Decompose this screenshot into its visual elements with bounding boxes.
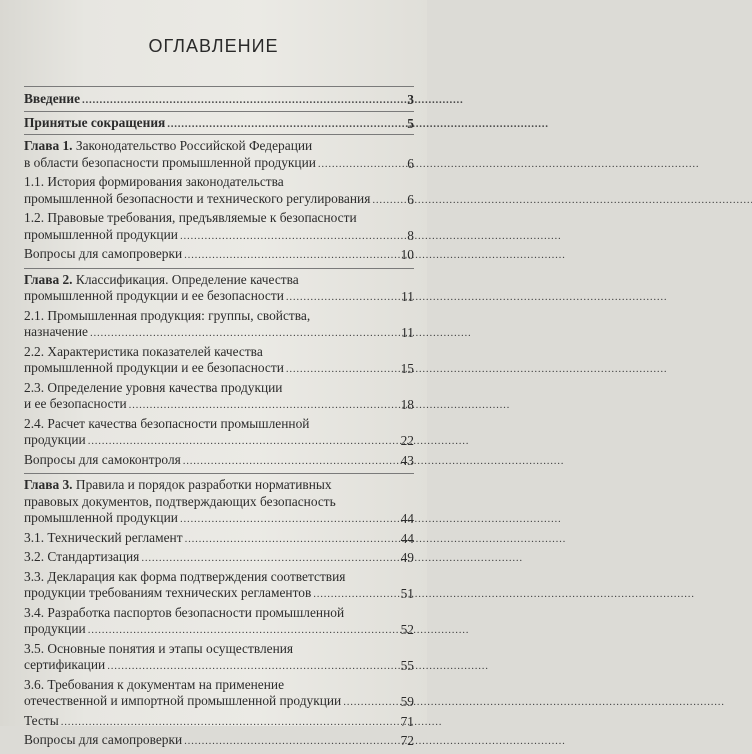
toc-entry-section	[24, 641, 414, 675]
toc-entry-text	[24, 246, 182, 263]
toc-entry-text	[24, 324, 88, 341]
toc-entry-line	[24, 246, 392, 264]
toc-entry-intro	[24, 91, 414, 109]
toc-page-number: 71	[400, 713, 414, 729]
leader-dots	[286, 288, 666, 306]
toc-entry-line	[24, 344, 392, 361]
toc-entry-line	[24, 191, 392, 209]
toc-entry-label: 2.3. Определение уровня качества продукции	[24, 379, 283, 395]
toc-entry-line	[24, 308, 392, 325]
toc-entry-line	[24, 585, 392, 603]
toc-entry-text	[24, 549, 139, 566]
toc-entry-text	[24, 713, 59, 730]
divider	[24, 473, 414, 474]
divider	[24, 268, 414, 269]
toc-entry-label: назначение	[24, 324, 88, 339]
toc-entry-text	[24, 477, 332, 492]
toc-entry-line	[24, 324, 392, 342]
toc-entry-label: 3.5. Основные понятия и этапы осуществления	[24, 640, 294, 656]
leader-dots	[313, 585, 693, 603]
toc-entry-label: отечественной и импортной промышленной продукции	[24, 693, 342, 708]
toc-entry-text	[24, 308, 310, 323]
toc-entry-line	[24, 657, 392, 675]
toc-entry-text	[24, 432, 86, 449]
toc-entry-line	[24, 174, 392, 191]
toc-entry-label: 1.2. Правовые требования, предъявляемые к безопасности	[24, 210, 357, 225]
toc-entry-label: 1.1. История формирования законодательства	[24, 174, 284, 189]
toc-entry-line	[24, 432, 392, 450]
toc-entry-label: 3.1. Технический регламент	[24, 529, 183, 545]
toc-entry-line	[24, 380, 392, 397]
leader-dots	[318, 155, 698, 173]
toc-entry-label: Принятые сокращения	[24, 114, 166, 130]
toc-entry-line	[24, 494, 392, 511]
toc-entry-label: промышленной безопасности и технического регулирования	[24, 190, 371, 206]
toc-entry-section	[24, 380, 414, 414]
toc-entry-section	[24, 344, 414, 378]
toc-entry-chapter-2	[24, 272, 414, 306]
toc-page-number: 55	[400, 658, 414, 673]
toc-entry-label: 3.4. Разработка паспортов безопасности промышленной	[24, 604, 345, 620]
toc-entry-label: промышленной продукции	[24, 226, 178, 242]
leader-dots	[372, 191, 752, 209]
toc-entry-section	[24, 569, 414, 603]
chapter-prefix: Глава 3.	[24, 477, 73, 492]
toc-entry-text	[24, 585, 311, 602]
toc-entry-label: Вопросы для самопроверки	[24, 246, 183, 261]
toc-entry-label: продукции	[24, 621, 86, 636]
toc-page-number: 49	[400, 550, 414, 565]
toc-entry-section	[24, 605, 414, 639]
toc-entry-line	[24, 396, 392, 414]
leader-dots	[167, 115, 547, 133]
toc-page-number: 44	[400, 511, 414, 526]
toc-entry-label: промышленной продукции и ее безопасности	[24, 288, 284, 303]
toc-entry-line	[24, 693, 392, 711]
toc-page-number: 52	[400, 622, 414, 637]
toc-entry-line	[24, 477, 392, 494]
toc-entry-line	[24, 272, 392, 289]
toc-page-number: 3	[407, 92, 414, 107]
toc-entry-text	[24, 605, 344, 620]
table-of-contents	[24, 86, 414, 754]
toc-page-number: 6	[407, 155, 414, 171]
leader-dots	[184, 246, 564, 264]
toc-entry-label: Тесты	[24, 712, 59, 728]
toc-entry-label: сертификации	[24, 657, 106, 672]
leader-dots	[180, 227, 560, 245]
toc-page-number: 72	[400, 733, 414, 748]
toc-page-number: 11	[401, 325, 414, 340]
toc-entry-line	[24, 155, 392, 173]
toc-entry-text	[24, 138, 312, 153]
toc-entry-text	[24, 380, 282, 395]
toc-page-number: 51	[400, 586, 414, 601]
toc-entry-text	[24, 693, 341, 710]
toc-entry-label: 2.1. Промышленная продукция: группы, свойства,	[24, 307, 311, 323]
toc-entry-label: Вопросы для самоконтроля	[24, 451, 181, 467]
toc-entry-label: Законодательство Российской Федерации	[75, 138, 313, 153]
toc-entry-line	[24, 713, 392, 731]
leader-dots	[286, 360, 666, 378]
toc-entry-chapter-1	[24, 138, 414, 172]
toc-entry-label: и ее безопасности	[24, 396, 127, 411]
toc-entry-text	[24, 569, 345, 584]
toc-entry-line	[24, 732, 392, 750]
leader-dots	[180, 510, 560, 528]
toc-entry-text	[24, 416, 309, 431]
toc-entry-text	[24, 530, 183, 547]
toc-entry-section	[24, 246, 414, 264]
toc-entry-line	[24, 138, 392, 155]
toc-entry-text	[24, 396, 127, 413]
toc-entry-label: продукции требованиям технических регламентов	[24, 585, 312, 600]
chapter-prefix: Глава 2.	[24, 271, 73, 287]
toc-entry-label: промышленной продукции	[24, 510, 178, 525]
toc-entry-text	[24, 452, 181, 469]
toc-entry-label: Введение	[24, 91, 81, 106]
toc-entry-label: промышленной продукции и ее безопасности	[24, 360, 284, 375]
toc-entry-label: 3.6. Требования к документам на применение	[24, 676, 285, 692]
toc-entry-text	[24, 677, 284, 692]
divider	[24, 86, 414, 87]
leader-dots	[183, 452, 563, 470]
toc-entry-text	[24, 210, 357, 225]
toc-entry-text	[24, 344, 263, 359]
toc-entry-text	[24, 510, 178, 527]
toc-entry-text	[24, 494, 336, 509]
toc-entry-text	[24, 174, 284, 189]
divider	[24, 134, 414, 135]
leader-dots	[129, 396, 509, 414]
leader-dots	[185, 530, 565, 548]
toc-entry-line	[24, 621, 392, 639]
toc-entry-section	[24, 713, 414, 731]
chapter-1-group	[24, 138, 414, 264]
toc-page-number: 5	[407, 115, 414, 131]
toc-entry-label: правовых документов, подтверждающих безопасность	[24, 493, 336, 509]
toc-entry-label: Классификация. Определение качества	[75, 271, 299, 287]
toc-entry-section	[24, 174, 414, 208]
toc-entry-section	[24, 530, 414, 548]
toc-entry-text	[24, 732, 182, 749]
toc-entry-label: 3.3. Декларация как форма подтверждения соответствия	[24, 568, 346, 584]
toc-entry-line	[24, 210, 392, 227]
toc-entry-text	[24, 191, 370, 208]
toc-entry-line	[24, 510, 392, 528]
toc-entry-section	[24, 210, 414, 244]
toc-entry-line	[24, 605, 392, 622]
toc-entry-section	[24, 549, 414, 567]
toc-entry-line	[24, 641, 392, 658]
toc-page-number: 44	[400, 530, 414, 546]
toc-entry-label: Правила и порядок разработки нормативных	[75, 477, 332, 492]
toc-entry-text	[24, 657, 105, 674]
toc-entry-section	[24, 732, 414, 750]
leader-dots	[61, 713, 441, 731]
toc-entry-text	[24, 272, 299, 287]
leader-dots	[141, 549, 521, 567]
toc-entry-section	[24, 677, 414, 711]
toc-entry-text	[24, 641, 293, 656]
toc-entry-text	[24, 155, 316, 172]
toc-entry-label: в области безопасности промышленной продукции	[24, 154, 316, 170]
leader-dots	[184, 732, 564, 750]
divider	[24, 111, 414, 112]
toc-entry-line	[24, 677, 392, 694]
toc-entry-line	[24, 530, 392, 548]
chapter-prefix: Глава 1.	[24, 138, 73, 153]
toc-entry-text	[24, 288, 284, 305]
toc-page-number: 59	[400, 694, 414, 709]
chapter-2-group	[24, 272, 414, 470]
toc-entry-line	[24, 360, 392, 378]
toc-entry-label: Вопросы для самопроверки	[24, 732, 183, 747]
toc-entry-text	[24, 227, 178, 244]
chapter-3-group	[24, 477, 414, 750]
toc-entry-abbreviations	[24, 115, 414, 133]
toc-entry-chapter-3	[24, 477, 414, 528]
toc-entry-label: продукции	[24, 432, 86, 447]
toc-page-number: 15	[400, 361, 414, 376]
page-title: ОГЛАВЛЕНИЕ	[148, 36, 279, 56]
toc-page-number: 6	[407, 191, 414, 207]
toc-entry-label: 3.2. Стандартизация	[24, 549, 140, 564]
toc-page-number: 22	[400, 433, 414, 448]
toc-entry-label: 2.4. Расчет качества безопасности промышленной	[24, 415, 310, 431]
toc-entry-line	[24, 452, 392, 470]
toc-entry-line	[24, 288, 392, 306]
toc-entry-text	[24, 621, 86, 638]
toc-entry-label: 2.2. Характеристика показателей качества	[24, 343, 263, 359]
toc-entry-text	[24, 360, 284, 377]
toc-entry-line	[24, 549, 392, 567]
toc-page-number: 43	[400, 452, 414, 468]
toc-entry-line	[24, 569, 392, 586]
toc-page-number: 8	[407, 227, 414, 243]
toc-page-number: 11	[401, 289, 414, 304]
toc-entry-section	[24, 416, 414, 450]
toc-entry-section	[24, 308, 414, 342]
leader-dots	[107, 657, 487, 675]
toc-entry-section	[24, 452, 414, 470]
toc-page-number: 10	[400, 247, 414, 262]
toc-entry-line	[24, 416, 392, 433]
toc-entry-line	[24, 227, 392, 245]
toc-page-number: 18	[400, 397, 414, 412]
